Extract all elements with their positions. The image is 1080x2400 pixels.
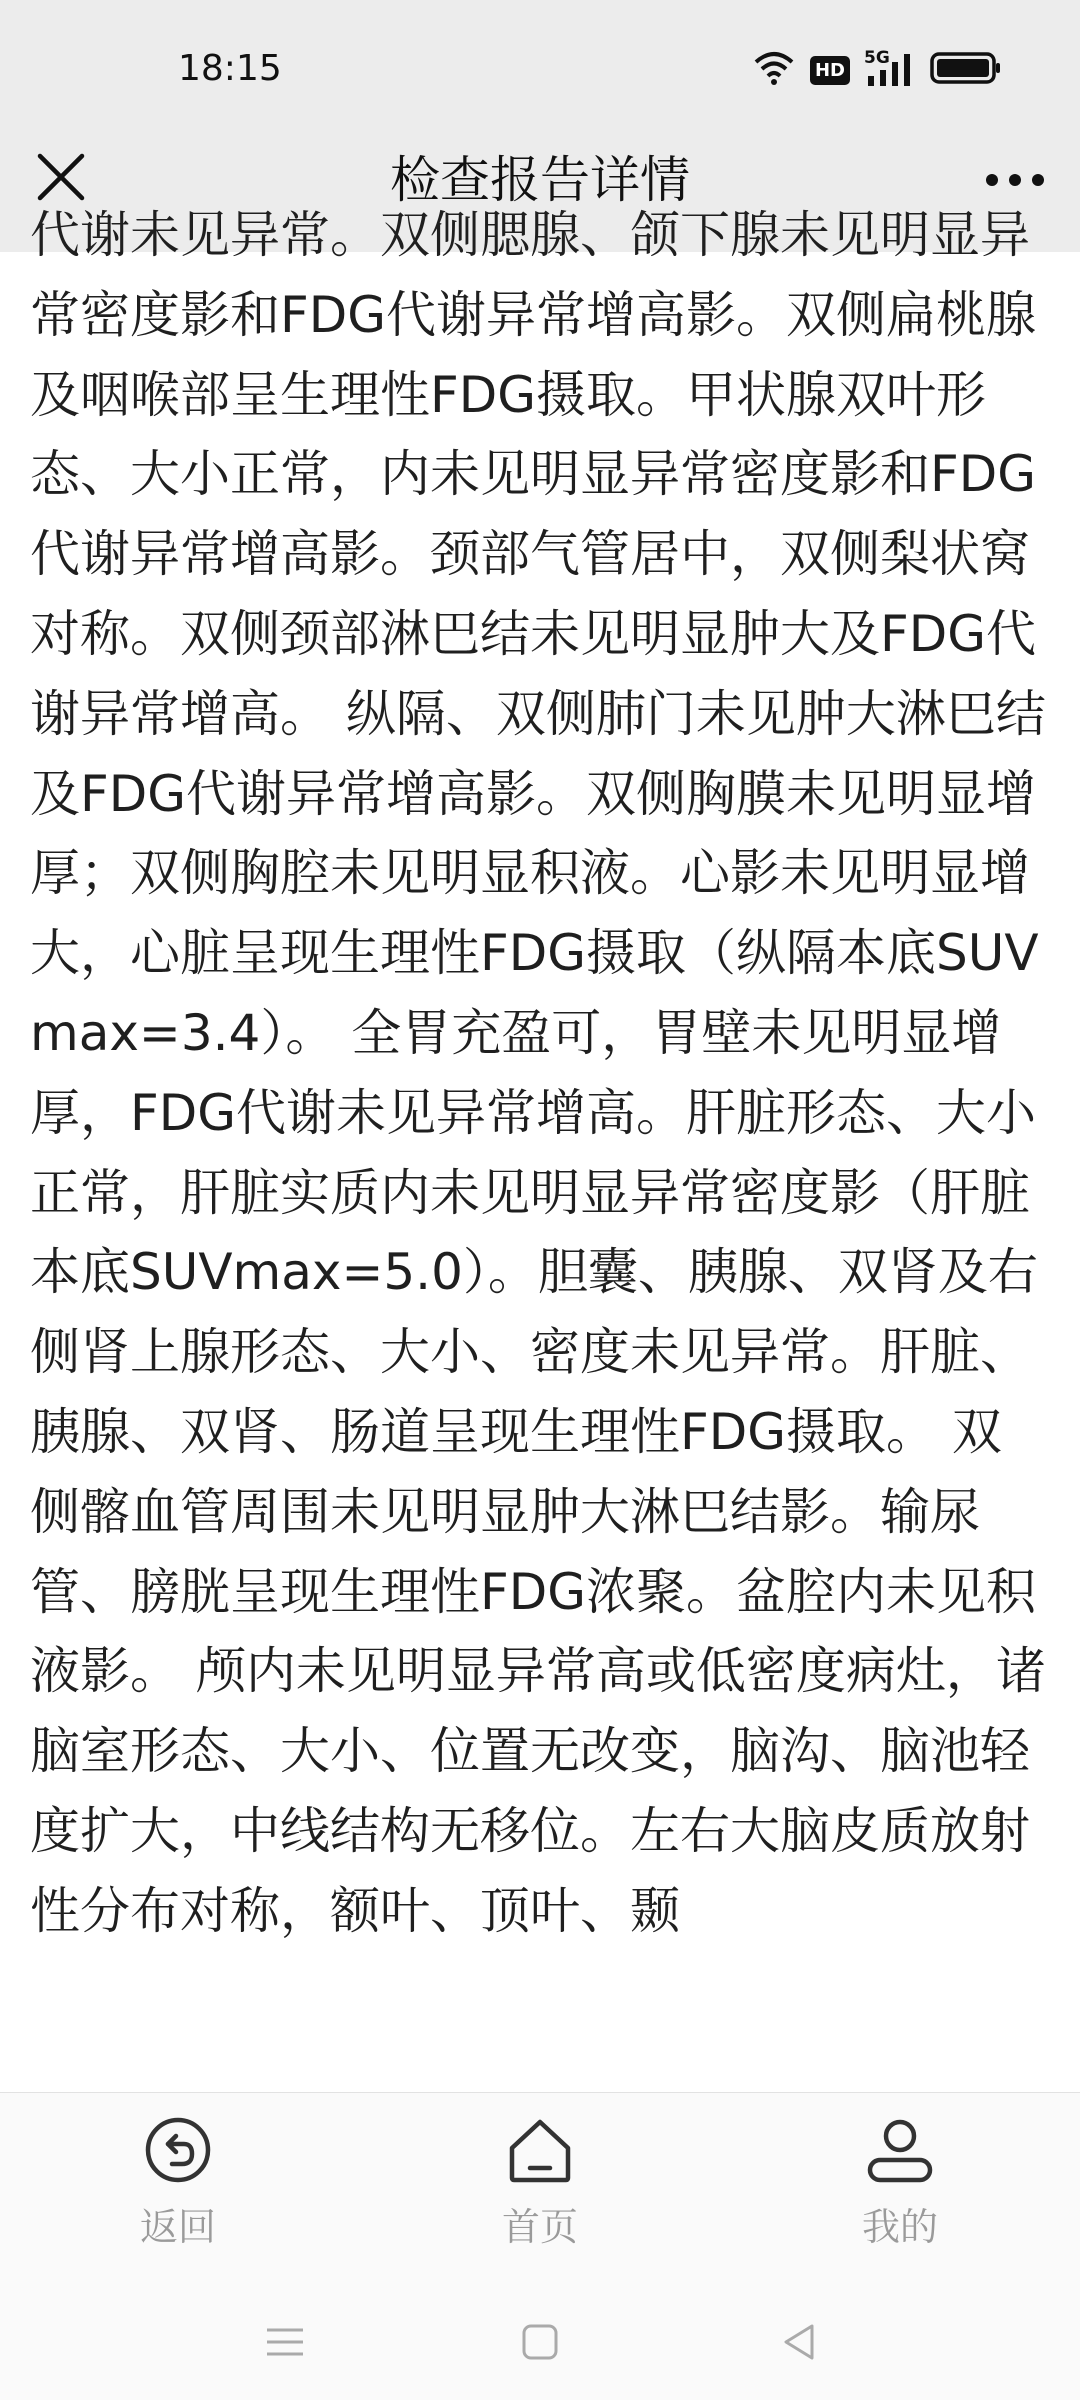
profile-icon	[864, 2114, 936, 2186]
tab-home[interactable]	[450, 2114, 630, 2254]
5g-signal-icon	[864, 48, 916, 88]
system-home-button[interactable]	[510, 2312, 570, 2372]
tab-back[interactable]	[88, 2114, 268, 2254]
tab-profile[interactable]	[810, 2114, 990, 2254]
tab-profile-label: 我的	[861, 2205, 938, 2249]
report-body-text: 代谢未见异常。双侧腮腺、颌下腺未见明显异常密度影和FDG代谢异常增高影。双侧扁桃腺及咽喉部呈生理性FDG摄取。甲状腺双叶形态、大小正常，内未见明显异常密度影和FDG代谢异常增高影。颈部气管居中，双侧梨状窝对称。双侧颈部淋巴结未见明显肿大及FDG代谢异常增高。 纵隔、双侧肺门未见肿大淋巴结及FDG代谢异常增高影。双侧胸膜未见明显增厚；双侧胸腔未见明显积液。心影未见明显增大，心脏呈现生理性FDG摄取（纵隔本底SUVmax=3.4）。 全胃充盈可，胃壁未见明显增厚，FDG代谢未见异常增高。肝脏形态、大小正常，肝脏实质内未见明显异常密度影（肝脏本底SUVmax=5.0）。胆囊、胰腺、双肾及右侧肾上腺形态、大小、密度未见异常。肝脏、胰腺、双肾、肠道呈现生理性FDG摄取。 双侧髂血管周围未见明显肿大淋巴结影。输尿管、膀胱呈现生理性FDG浓聚。盆腔内未见积液影。 颅内未见明显异常高或低密度病灶，诸脑室形态、大小、位置无改变，脑沟、脑池轻度扩大，中线结构无移位。左右大脑皮质放射性分布对称，额叶、顶叶、颞	[30, 206, 1046, 1940]
battery-icon	[930, 51, 1002, 89]
menu-icon	[255, 2312, 315, 2372]
hd-icon: HD	[810, 56, 850, 85]
status-icons	[752, 50, 1002, 90]
wifi-icon	[752, 50, 796, 90]
report-content-area[interactable]	[0, 206, 1080, 2092]
more-icon	[980, 160, 1050, 200]
network-label: 5G	[864, 48, 890, 68]
tab-back-label: 返回	[139, 2205, 216, 2249]
status-time: 18:15	[178, 48, 282, 89]
tab-home-label: 首页	[501, 2205, 578, 2249]
home-icon	[504, 2114, 576, 2186]
back-triangle-icon	[770, 2312, 830, 2372]
system-back-button[interactable]	[770, 2312, 830, 2372]
more-button[interactable]	[980, 160, 1050, 200]
page-title: 检查报告详情	[390, 151, 690, 209]
system-menu-button[interactable]	[255, 2312, 315, 2372]
home-square-icon	[510, 2312, 570, 2372]
back-icon	[142, 2114, 214, 2186]
